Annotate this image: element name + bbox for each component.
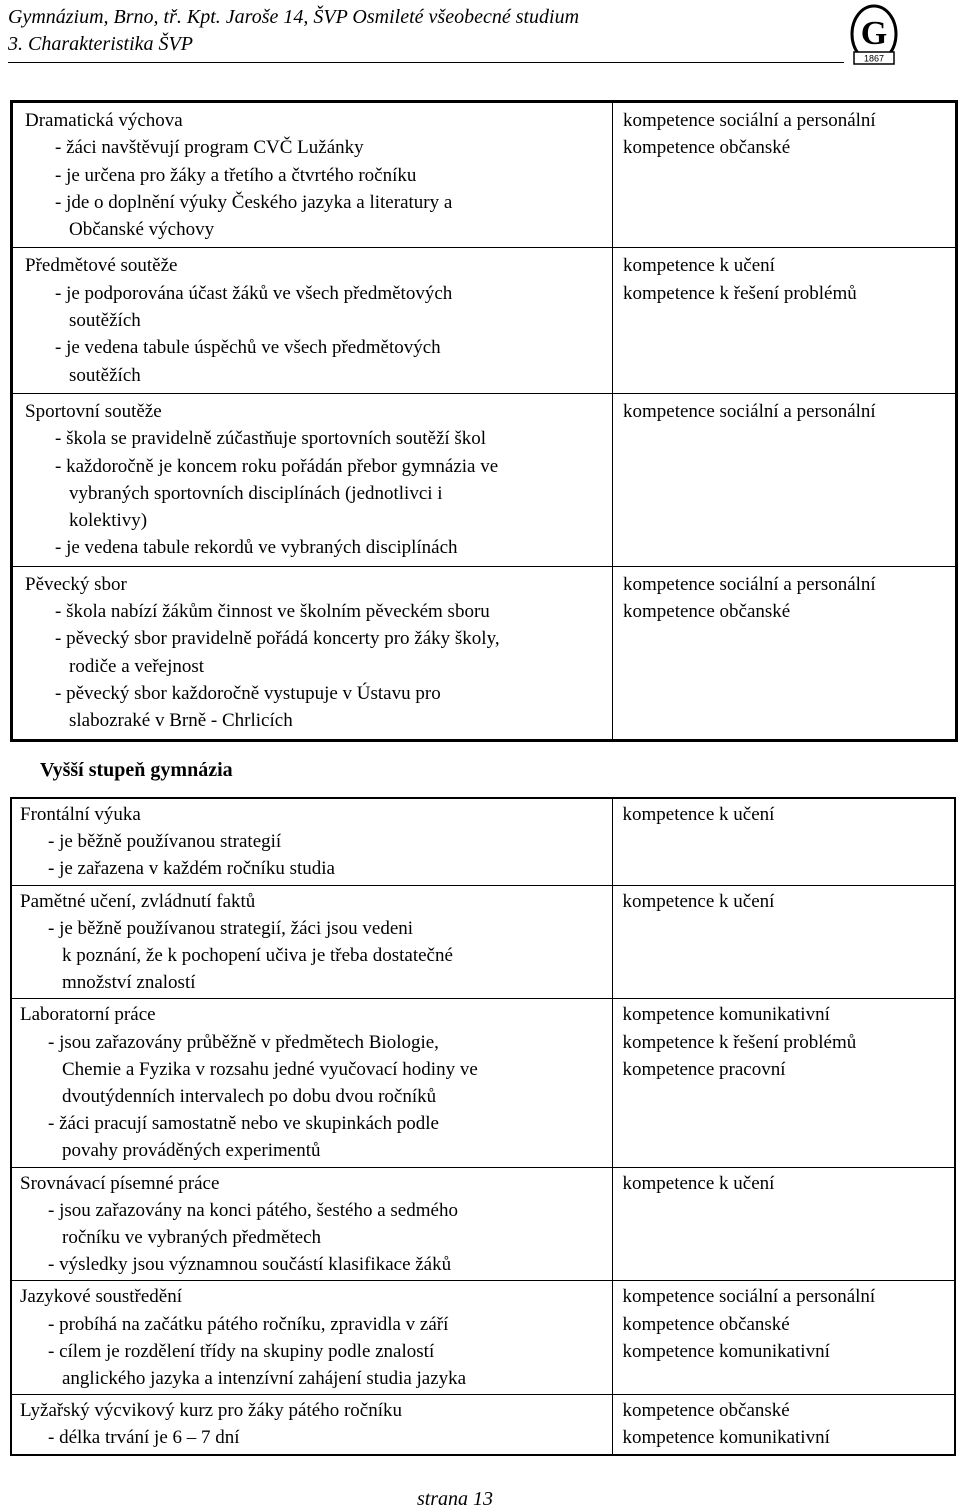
activity-detail-line: - cílem je rozdělení třídy na skupiny podle znalostí: [48, 1340, 435, 1362]
activity-detail-line: - škola se pravidelně zúčastňuje sportovních soutěží škol: [55, 428, 487, 450]
activity-cell: [12, 393, 613, 566]
activity-detail-line: dvoutýdenních intervalech po dobu dvou ročníků: [62, 1086, 437, 1108]
lower-grade-activities-table: [10, 100, 958, 742]
activity-cell: [11, 798, 612, 885]
competence-item: kompetence k řešení problémů: [622, 1031, 857, 1053]
table-row: [11, 999, 955, 1167]
competence-item: kompetence pracovní: [622, 1058, 786, 1080]
competence-item: kompetence k učení: [622, 804, 775, 825]
activity-cell: [11, 1395, 612, 1455]
competence-cell: [612, 798, 955, 885]
competence-list: [623, 1397, 949, 1451]
activity-detail-line: - každoročně je koncem roku pořádán přebor gymnázia ve: [55, 455, 499, 477]
competence-cell: [613, 566, 957, 740]
competence-item: kompetence sociální a personální: [623, 573, 876, 595]
activity-detail-line: - jde o doplnění výuky Českého jazyka a literatury a: [55, 191, 453, 213]
table-row: [12, 566, 957, 740]
activity-detail-line: vybraných sportovních disciplínách (jednotlivci i: [69, 482, 443, 504]
activity-block: [25, 252, 606, 388]
activity-block: [18, 888, 606, 997]
activity-cell: [12, 248, 613, 393]
activity-detail-line: - jsou zařazovány na konci pátého, šestého a sedmého: [48, 1199, 458, 1221]
activity-detail-line: - je podporována účast žáků ve všech předmětových: [55, 282, 453, 304]
activity-title: Pěvecký sbor: [25, 573, 127, 595]
activity-detail-line: množství znalostí: [62, 972, 196, 994]
activity-cell: [11, 999, 612, 1167]
competence-cell: [613, 248, 957, 393]
header-school-title: Gymnázium, Brno, tř. Kpt. Jaroše 14, ŠVP Osmileté všeobecné studium: [8, 6, 580, 28]
activity-cell: [11, 885, 612, 999]
upper-grade-activities-table: [10, 797, 956, 1456]
competence-list: [623, 1001, 949, 1083]
table-row: [11, 885, 955, 999]
activity-detail-line: - je zařazena v každém ročníku studia: [48, 858, 335, 880]
activity-detail-line: kolektivy): [69, 510, 148, 532]
activity-cell: [11, 1167, 612, 1281]
competence-list: [623, 888, 949, 915]
activity-detail-line: povahy prováděných experimentů: [62, 1140, 321, 1162]
competence-item: kompetence komunikativní: [622, 1427, 830, 1449]
competence-list: [623, 398, 949, 425]
competence-cell: [612, 1167, 955, 1281]
competence-item: kompetence k učení: [622, 890, 775, 912]
activity-title: Jazykové soustředění: [20, 1286, 182, 1308]
activity-detail-line: Chemie a Fyzika v rozsahu jedné vyučovací hodiny ve: [62, 1058, 478, 1080]
competence-cell: [613, 102, 957, 248]
competence-item: kompetence komunikativní: [622, 1340, 830, 1362]
activity-block: [25, 107, 606, 243]
header-divider: [8, 62, 844, 63]
activity-detail-line: - výsledky jsou významnou součástí klasifikace žáků: [48, 1254, 452, 1276]
competence-item: kompetence občanské: [623, 137, 791, 159]
activity-detail-line: k poznání, že k pochopení učiva je třeba dostatečné: [62, 945, 453, 967]
activity-title: Pamětné učení, zvládnutí faktů: [20, 890, 256, 912]
activity-detail-line: - žáci navštěvují program CVČ Lužánky: [55, 137, 364, 159]
competence-list: [623, 1170, 949, 1197]
activity-detail-line: ročníku ve vybraných předmětech: [62, 1227, 322, 1249]
activity-block: [18, 801, 606, 883]
page-number: strana 13: [416, 1488, 494, 1510]
activity-detail-line: - je vedena tabule úspěchů ve všech předmětových: [55, 337, 441, 359]
activity-detail-line: soutěžích: [69, 310, 141, 332]
activity-title: Dramatická výchova: [25, 110, 183, 131]
activity-title: Předmětové soutěže: [25, 255, 178, 277]
competence-list: [623, 801, 949, 828]
competence-list: [623, 571, 949, 626]
table-row: [12, 393, 957, 566]
table-row: [11, 1167, 955, 1281]
competence-cell: [612, 885, 955, 999]
activity-detail-line: soutěžích: [69, 364, 141, 386]
table-row: [12, 102, 957, 248]
competence-item: kompetence k učení: [623, 255, 775, 277]
activity-title: Laboratorní práce: [20, 1004, 156, 1026]
activity-detail-line: - je určena pro žáky a třetího a čtvrtého ročníku: [55, 164, 417, 186]
competence-item: kompetence k řešení problémů: [623, 282, 857, 304]
competence-item: kompetence sociální a personální: [622, 1286, 876, 1308]
activity-detail-line: - žáci pracují samostatně nebo ve skupinkách podle: [48, 1113, 439, 1135]
competence-cell: [613, 393, 957, 566]
activity-detail-line: - pěvecký sbor pravidelně pořádá koncerty pro žáky školy,: [55, 628, 500, 650]
activity-detail-line: anglického jazyka a intenzívní zahájení studia jazyka: [62, 1368, 467, 1390]
competence-list: [623, 1283, 949, 1365]
activity-detail-line: Občanské výchovy: [69, 219, 215, 241]
competence-list: [623, 252, 949, 307]
activity-title: Srovnávací písemné práce: [20, 1172, 220, 1194]
competence-cell: [612, 1281, 955, 1395]
activity-detail-line: - je běžně používanou strategií: [48, 831, 282, 853]
competence-item: kompetence občanské: [623, 601, 791, 623]
activity-detail-line: - je vedena tabule rekordů ve vybraných disciplínách: [55, 537, 458, 559]
table-row: [12, 248, 957, 393]
activity-title: Frontální výuka: [20, 804, 141, 825]
activity-cell: [12, 102, 613, 248]
activity-block: [18, 1170, 606, 1279]
activity-block: [18, 1397, 606, 1451]
school-logo-icon: [848, 2, 900, 66]
competence-cell: [612, 1395, 955, 1455]
activity-detail-line: slabozraké v Brně - Chrlicích: [69, 710, 293, 732]
activity-detail-line: - škola nabízí žákům činnost ve školním pěveckém sboru: [55, 601, 490, 623]
activity-title: Lyžařský výcvikový kurz pro žáky pátého ročníku: [20, 1400, 402, 1422]
table-row: [11, 1281, 955, 1395]
activity-block: [18, 1283, 606, 1392]
activity-block: [25, 398, 606, 562]
activity-cell: [12, 566, 613, 740]
competence-list: [623, 107, 949, 162]
activity-detail-line: - je běžně používanou strategií, žáci jsou vedeni: [48, 917, 414, 939]
section-title: Vyšší stupeň gymnázia: [40, 759, 233, 781]
activity-detail-line: - pěvecký sbor každoročně vystupuje v Ústavu pro: [55, 682, 441, 704]
competence-item: kompetence sociální a personální: [623, 400, 876, 422]
activity-detail-line: rodiče a veřejnost: [69, 655, 205, 677]
competence-item: kompetence občanské: [622, 1400, 790, 1422]
competence-item: kompetence sociální a personální: [623, 110, 876, 131]
competence-item: kompetence občanské: [622, 1313, 790, 1335]
activity-block: [18, 1001, 606, 1164]
activity-title: Sportovní soutěže: [25, 400, 162, 422]
competence-item: kompetence k učení: [622, 1172, 775, 1194]
header-chapter-title: 3. Charakteristika ŠVP: [8, 33, 193, 55]
activity-cell: [11, 1281, 612, 1395]
activity-detail-line: - délka trvání je 6 – 7 dní: [48, 1427, 240, 1449]
competence-item: kompetence komunikativní: [622, 1004, 830, 1026]
page-header: [0, 0, 960, 70]
logo-letter: G: [860, 15, 888, 52]
table-row: [11, 798, 955, 885]
logo-year: 1867: [863, 53, 885, 64]
activity-detail-line: - jsou zařazovány průběžně v předmětech Biologie,: [48, 1031, 439, 1053]
table-row: [11, 1395, 955, 1455]
activity-block: [25, 571, 606, 735]
activity-detail-line: - probíhá na začátku pátého ročníku, zpravidla v září: [48, 1313, 449, 1335]
competence-cell: [612, 999, 955, 1167]
